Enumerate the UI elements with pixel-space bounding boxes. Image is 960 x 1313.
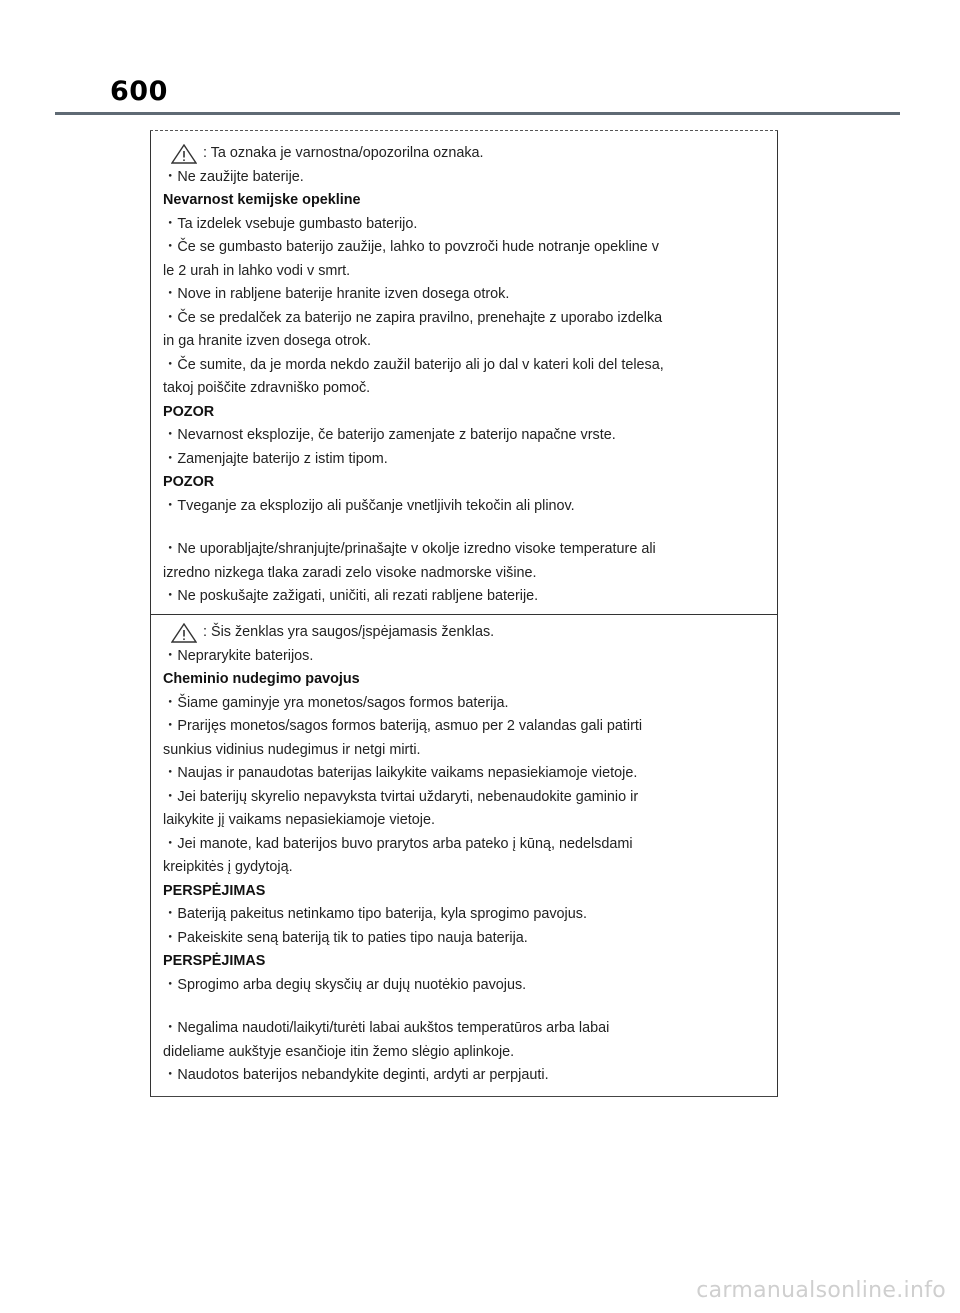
text-line: ・Če sumite, da je morda nekdo zaužil baterijo ali jo dal v kateri koli del telesa, (163, 356, 664, 373)
text-line: laikykite jį vaikams nepasiekiamoje vietoje. (163, 812, 435, 828)
warning-intro-line-sl (163, 142, 763, 166)
text-line: ・Če se gumbasto baterijo zaužije, lahko to povzroči hude notranje opekline v (163, 239, 659, 255)
warning-intro-text: : Šis ženklas yra saugos/įspėjamasis ženklas. (203, 624, 495, 640)
text-line: ・Tveganje za eksplozijo ali puščanje vnetljivih tekočin ali plinov. (163, 497, 575, 514)
text-line: ・Jei baterijų skyrelio nepavyksta tvirtai uždaryti, nebenaudokite gaminio ir (163, 788, 639, 805)
text-line: in ga hranite izven dosega otrok. (163, 333, 371, 349)
text-line: ・Šiame gaminyje yra monetos/sagos formos baterija. (163, 694, 509, 711)
section-heading: POZOR (163, 474, 215, 490)
text-line: dideliame aukštyje esančioje itin žemo slėgio aplinkoje. (163, 1043, 515, 1060)
warning-triangle-icon (171, 623, 197, 643)
section-heading: Cheminio nudegimo pavojus (163, 671, 360, 687)
text-line: ・Ne poskušajte zažigati, uničiti, ali rezati rabljene baterije. (163, 588, 539, 604)
lithuanian-battery-warning (163, 621, 763, 1088)
header-rule (55, 112, 900, 115)
section-heading: PERSPĖJIMAS (163, 953, 266, 969)
text-line: ・Jei manote, kad baterijos buvo prarytos arba pateko į kūną, nedelsdami (163, 835, 633, 852)
text-line: ・Naudotos baterijos nebandykite deginti, ardyti ar perpjauti. (163, 1067, 549, 1083)
text-line: takoj poiščite zdravniško pomoč. (163, 380, 371, 396)
section-heading: PERSPĖJIMAS (163, 882, 266, 899)
text-line: ・Zamenjajte baterijo z istim tipom. (163, 450, 388, 467)
text-line: ・Negalima naudoti/laikyti/turėti labai aukštos temperatūros arba labai (163, 1020, 610, 1036)
section-divider (150, 614, 778, 615)
warning-triangle-icon (171, 144, 197, 164)
warning-intro-line-lt (163, 621, 763, 645)
slovenian-battery-warning (163, 142, 763, 609)
text-line: ・Ne uporabljajte/shranjujte/prinašajte v okolje izredno visoke temperature ali (163, 541, 656, 557)
text-line: ・Sprogimo arba degių skysčių ar dujų nuotėkio pavojus. (163, 976, 527, 993)
watermark-site: carmanualsonline.info (696, 1278, 946, 1303)
text-line: ・Ta izdelek vsebuje gumbasto baterijo. (163, 215, 418, 232)
section-heading: POZOR (163, 403, 215, 420)
text-line: ・Bateriją pakeitus netinkamo tipo baterija, kyla sprogimo pavojus. (163, 906, 587, 922)
section-heading: Nevarnost kemijske opekline (163, 192, 361, 208)
text-line: ・Naujas ir panaudotas baterijas laikykite vaikams nepasiekiamoje vietoje. (163, 765, 638, 781)
warning-intro-text: : Ta oznaka je varnostna/opozorilna oznaka. (203, 145, 484, 161)
page-number: 600 (110, 76, 168, 107)
text-line: le 2 urah in lahko vodi v smrt. (163, 262, 351, 279)
text-line: izredno nizkega tlaka zaradi zelo visoke nadmorske višine. (163, 564, 537, 581)
text-line: ・Pakeiskite seną bateriją tik to paties tipo nauja baterija. (163, 929, 528, 946)
text-line: ・Nove in rabljene baterije hranite izven dosega otrok. (163, 286, 510, 302)
text-line: ・Nevarnost eksplozije, če baterijo zamenjate z baterijo napačne vrste. (163, 427, 616, 443)
text-line: ・Ne zaužijte baterije. (163, 168, 304, 185)
text-line: sunkius vidinius nudegimus ir netgi mirti. (163, 741, 421, 758)
dashed-top-border (150, 130, 778, 131)
text-line: ・Prarijęs monetos/sagos formos bateriją, asmuo per 2 valandas gali patirti (163, 718, 643, 734)
text-line: ・Če se predalček za baterijo ne zapira pravilno, prenehajte z uporabo izdelka (163, 309, 663, 326)
text-line: kreipkitės į gydytoją. (163, 859, 293, 875)
text-line: ・Neprarykite baterijos. (163, 647, 314, 664)
